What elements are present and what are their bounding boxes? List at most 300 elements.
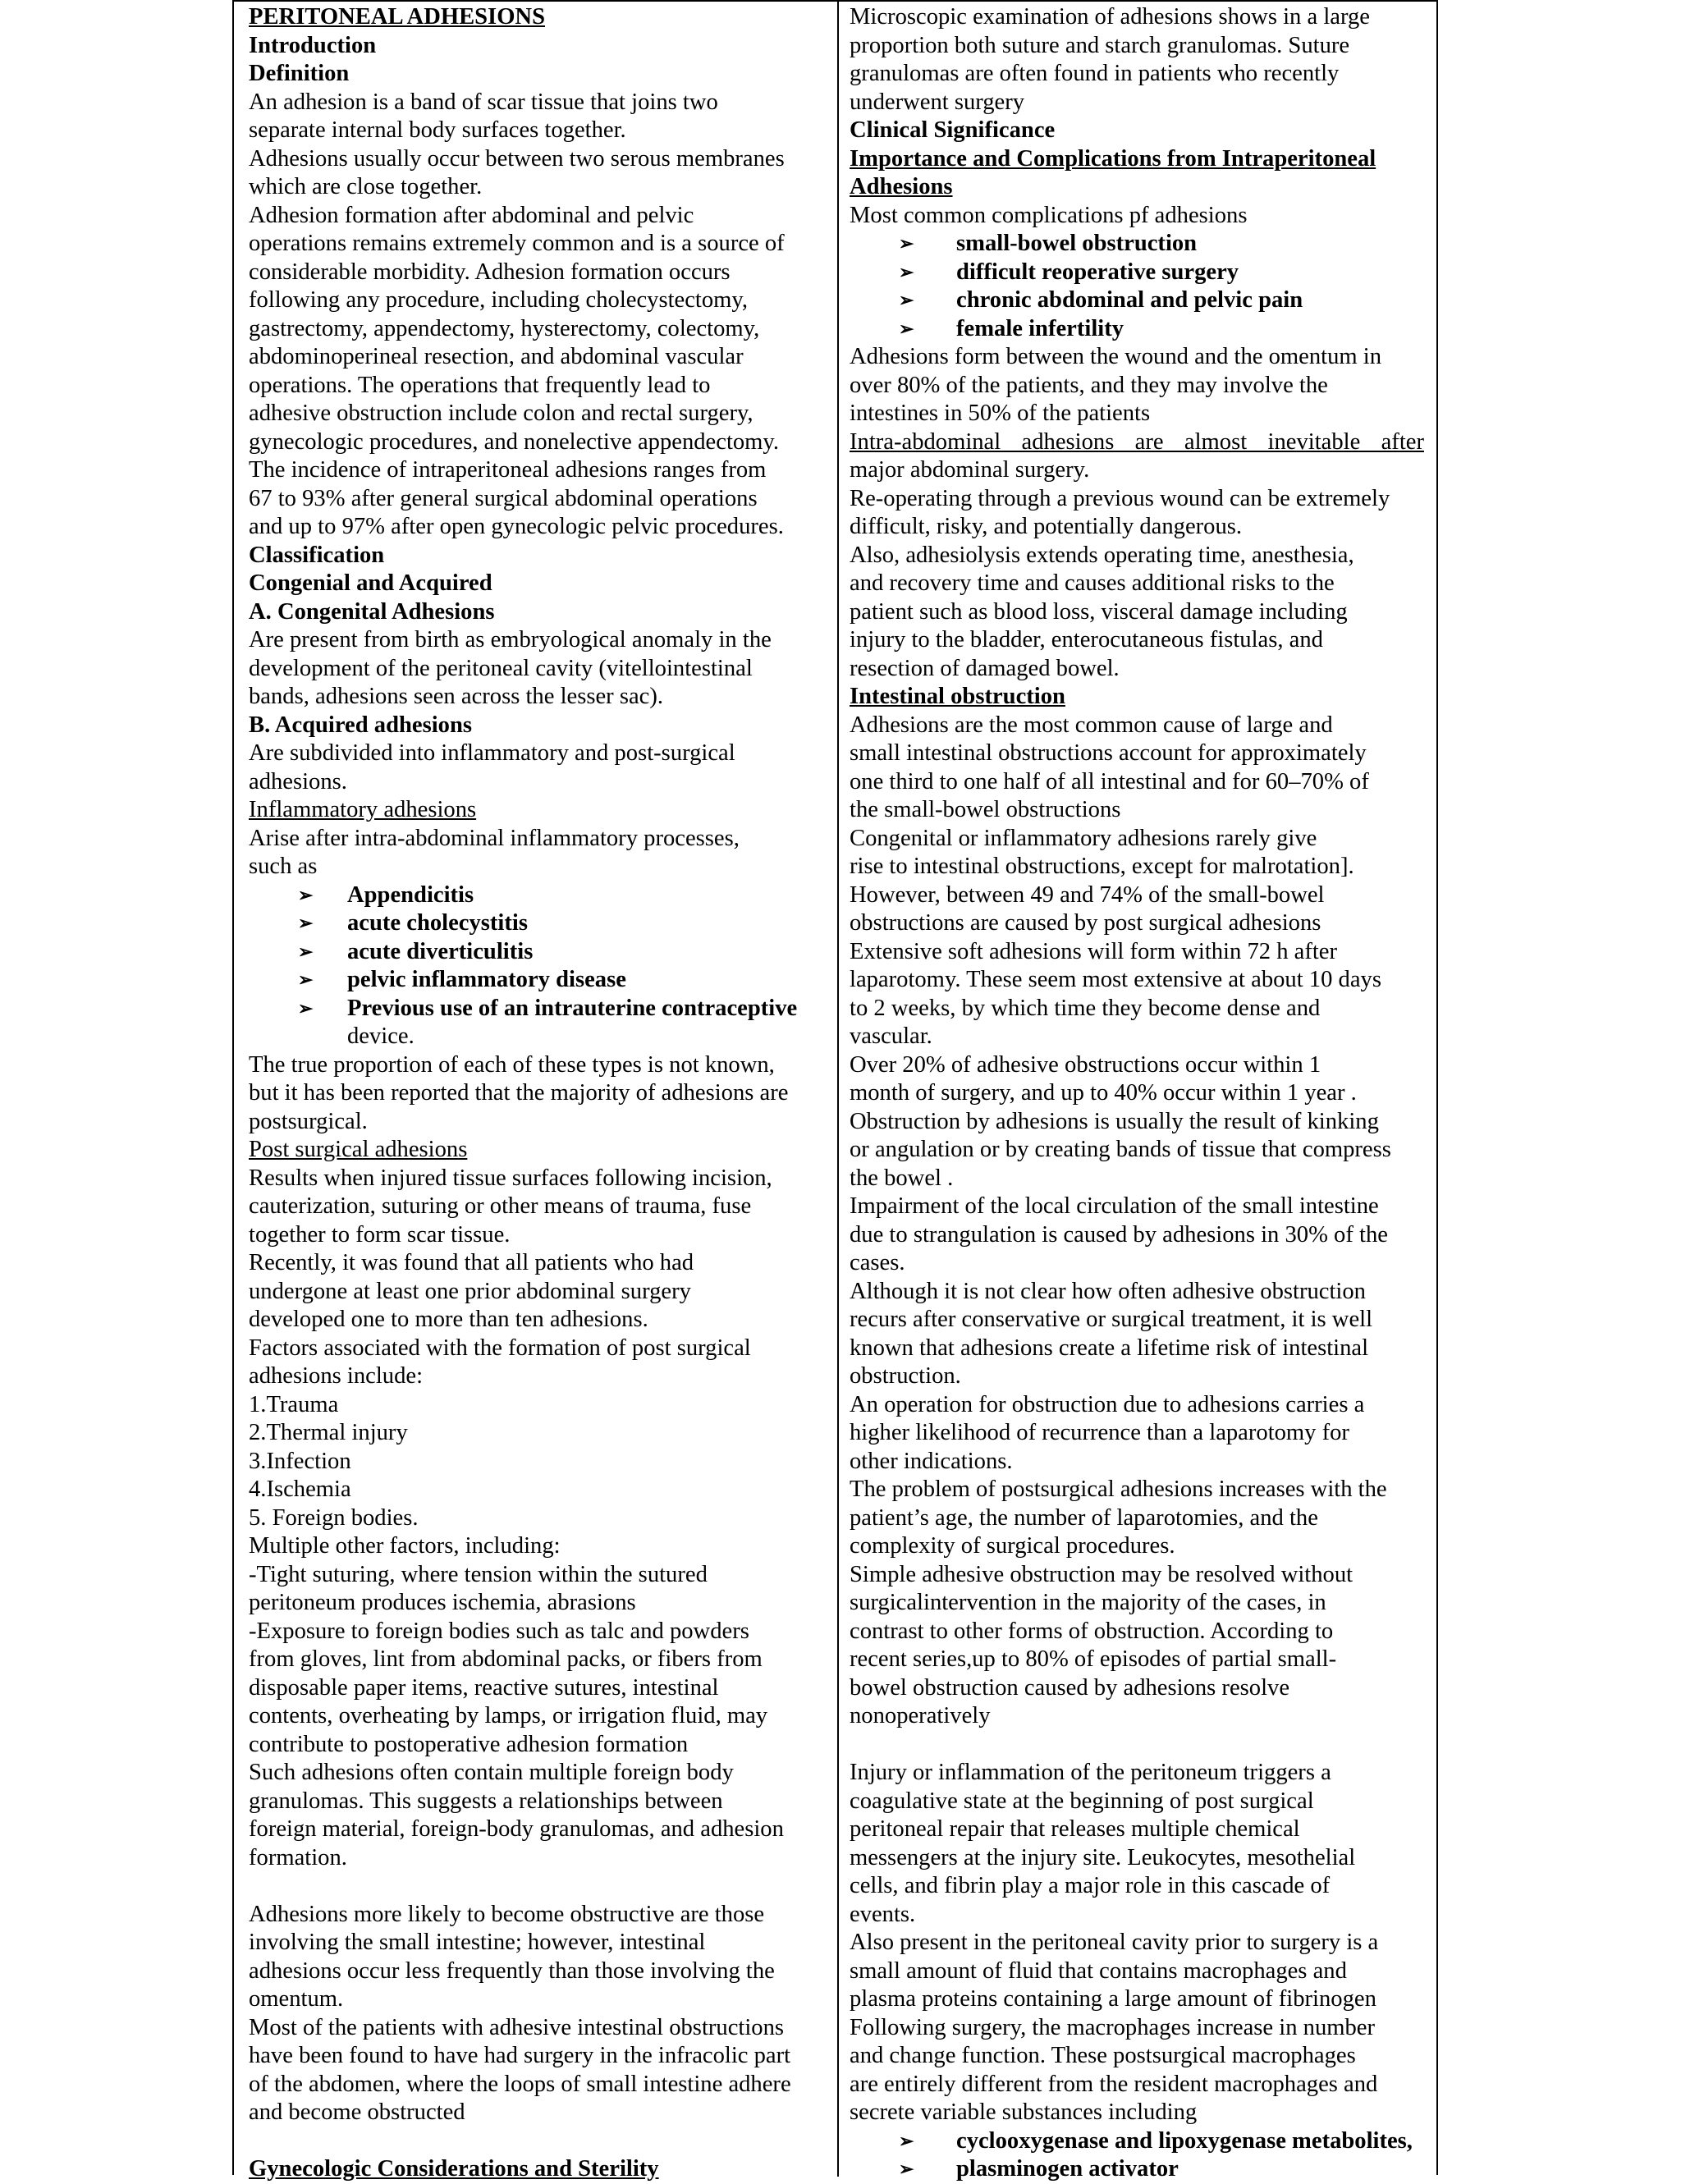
line-text: small-bowel obstruction (956, 231, 1198, 256)
line-text: Most of the patients with adhesive intestinal obstructions (249, 2014, 785, 2040)
line-text: PERITONEAL ADHESIONS (249, 4, 545, 30)
line-text: cyclooxygenase and lipoxygenase metabolites, (956, 2127, 1413, 2154)
line-text: adhesive obstruction include colon and rectal surgery, (249, 401, 753, 426)
line-text: separate internal body surfaces together. (249, 117, 626, 143)
line-text: obstructions are caused by post surgical adhesions (850, 910, 1321, 936)
text-line (249, 400, 823, 428)
line-text: laparotomy. These seem most extensive at about 10 days (850, 967, 1381, 992)
left-column (249, 3, 823, 2184)
text-line (249, 1079, 823, 1108)
line-text: together to form scar tissue. (249, 1221, 511, 1248)
line-text: cases. (850, 1250, 905, 1275)
bullet-continuation (249, 1023, 823, 1051)
text-line (850, 570, 1424, 598)
section-heading (249, 3, 823, 32)
line-text: Intestinal obstruction (850, 684, 1065, 709)
line-text: female infertility (956, 315, 1124, 341)
line-text: Definition (249, 61, 350, 86)
line-text: rise to intestinal obstructions, except for malrotation]. (850, 854, 1354, 879)
line-text: complexity of surgical procedures. (850, 1533, 1175, 1559)
text-line (850, 1759, 1424, 1788)
text-line (850, 1335, 1424, 1363)
text-line (249, 1985, 823, 2014)
line-text: from gloves, lint from abdominal packs, or fibers from (249, 1646, 763, 1672)
line-text: Adhesions usually occur between two serous membranes (249, 145, 785, 172)
text-line (249, 259, 823, 287)
text-line (249, 768, 823, 797)
arrow-bullet-icon: ➢ (899, 233, 914, 254)
text-line (850, 909, 1424, 938)
line-text: Classification (249, 542, 385, 568)
text-line (249, 1901, 823, 1930)
line-text: messengers at the injury site. Leukocytes, mesothelial (850, 1844, 1356, 1870)
section-heading (850, 117, 1424, 145)
line-text: small intestinal obstructions account for approximately (850, 740, 1367, 766)
text-line (850, 739, 1424, 768)
line-text: Gynecologic Considerations and Sterility (249, 2156, 659, 2182)
line-text: gynecologic procedures, and nonelective appendectomy. (249, 428, 780, 455)
text-line (850, 825, 1424, 854)
text-line (850, 513, 1424, 542)
line-text: postsurgical. (249, 1108, 368, 1134)
bullet-item (249, 995, 823, 1023)
section-heading (249, 60, 823, 89)
text-line (249, 1051, 823, 1080)
line-text: major abdominal surgery. (850, 457, 1090, 483)
line-text: -Tight suturing, where tension within the sutured (249, 1561, 708, 1587)
line-text: Results when injured tissue surfaces following incision, (249, 1165, 772, 1191)
text-line (850, 400, 1424, 428)
line-text: and change function. These postsurgical macrophages (850, 2043, 1356, 2068)
line-text: Also, adhesiolysis extends operating time, anesthesia, (850, 542, 1354, 568)
text-line (850, 372, 1424, 401)
line-text: operations. The operations that frequently lead to (249, 372, 711, 398)
line-text: Importance and Complications from Intraperitoneal (850, 145, 1376, 172)
line-text: Adhesions (850, 174, 953, 199)
text-line (850, 3, 1424, 32)
bullet-item (249, 938, 823, 967)
text-line (850, 1532, 1424, 1561)
text-line (850, 428, 1424, 457)
line-text: of the abdomen, where the loops of small intestine adhere (249, 2071, 791, 2097)
text-line (850, 1362, 1424, 1391)
line-text: and up to 97% after open gynecologic pelvic procedures. (249, 514, 784, 539)
line-text: the small-bowel obstructions (850, 797, 1121, 822)
text-line (850, 1985, 1424, 2014)
text-line (850, 2099, 1424, 2127)
text-line (249, 1391, 823, 1420)
line-text: proportion both suture and starch granulomas. Suture (850, 32, 1350, 58)
text-line (850, 32, 1424, 61)
arrow-bullet-icon: ➢ (298, 913, 314, 933)
text-line (850, 1561, 1424, 1590)
text-line (850, 598, 1424, 627)
text-line (850, 1165, 1424, 1193)
line-text: contrast to other forms of obstruction. According to (850, 1618, 1334, 1644)
line-text: difficult reoperative surgery (956, 259, 1239, 285)
line-text: Adhesions are the most common cause of large and (850, 712, 1333, 738)
line-text: operations remains extremely common and is a source of (249, 231, 785, 256)
line-text: to 2 weeks, by which time they become dense and (850, 995, 1321, 1021)
line-text: plasminogen activator (956, 2156, 1179, 2182)
line-text: and recovery time and causes additional risks to the (850, 570, 1335, 596)
text-line (249, 683, 823, 712)
text-line (850, 1306, 1424, 1335)
line-text: cauterization, suturing or other means of trauma, fuse (249, 1193, 752, 1219)
bullet-item (850, 286, 1424, 315)
line-text: Congenital or inflammatory adhesions rarely give (850, 825, 1317, 851)
line-text: injury to the bladder, enterocutaneous fistulas, and (850, 627, 1323, 652)
section-heading (249, 712, 823, 740)
line-text: have been found to have had surgery in the infracolic part (249, 2043, 791, 2068)
text-line (249, 1419, 823, 1448)
text-line (850, 768, 1424, 797)
line-text: Multiple other factors, including: (249, 1533, 561, 1559)
text-line (249, 117, 823, 145)
line-text: other indications. (850, 1448, 1013, 1474)
line-text: adhesions occur less frequently than those involving the (249, 1957, 775, 1984)
text-line (249, 825, 823, 854)
text-line (850, 343, 1424, 372)
text-line (850, 853, 1424, 881)
line-text: An operation for obstruction due to adhesions carries a (850, 1391, 1365, 1417)
text-line (249, 1929, 823, 1957)
line-text: adhesions. (249, 768, 347, 794)
text-line (850, 1929, 1424, 1957)
text-line (850, 881, 1424, 910)
line-text: Introduction (249, 32, 377, 58)
text-line (850, 456, 1424, 485)
line-text: 3.Infection (249, 1448, 351, 1474)
line-text: developed one to more than ten adhesions. (249, 1307, 648, 1332)
text-line (249, 89, 823, 117)
arrow-bullet-icon: ➢ (899, 2130, 914, 2151)
text-line (249, 1618, 823, 1646)
line-text: intestines in 50% of the patients (850, 401, 1151, 426)
text-line (249, 230, 823, 259)
text-line (249, 1702, 823, 1731)
arrow-bullet-icon: ➢ (298, 941, 314, 962)
text-line (850, 1788, 1424, 1816)
text-line (249, 1646, 823, 1674)
line-text: Following surgery, the macrophages increase in number (850, 2014, 1376, 2040)
line-text: surgicalintervention in the majority of the cases, in (850, 1590, 1326, 1615)
arrow-bullet-icon: ➢ (899, 318, 914, 339)
text-line (850, 1815, 1424, 1844)
text-line (850, 2071, 1424, 2099)
text-line (850, 1108, 1424, 1137)
text-line (850, 1872, 1424, 1901)
text-line (249, 1759, 823, 1788)
line-text: Recently, it was found that all patients who had (249, 1250, 694, 1275)
line-text: Over 20% of adhesive obstructions occur within 1 (850, 1051, 1321, 1078)
line-text: An adhesion is a band of scar tissue that joins two (249, 89, 718, 115)
text-line (249, 1731, 823, 1760)
line-text: Appendicitis (347, 881, 474, 908)
text-line (249, 1476, 823, 1504)
text-line (249, 1362, 823, 1391)
line-text: acute diverticulitis (347, 938, 534, 964)
text-line (850, 1051, 1424, 1080)
line-text: and become obstructed (249, 2099, 465, 2125)
line-text: Post surgical adhesions (249, 1137, 468, 1162)
text-line (850, 1419, 1424, 1448)
text-line (850, 1957, 1424, 1986)
text-line (850, 655, 1424, 684)
text-line (850, 542, 1424, 570)
text-line (850, 1448, 1424, 1477)
text-line (249, 1957, 823, 1986)
text-line (850, 202, 1424, 231)
bullet-item (249, 966, 823, 995)
line-text: nonoperatively (850, 1703, 991, 1728)
line-text: or angulation or by creating bands of tissue that compress (850, 1137, 1391, 1162)
line-text: difficult, risky, and potentially dangerous. (850, 514, 1243, 539)
section-heading (850, 173, 1424, 202)
text-line (249, 2014, 823, 2043)
line-text: Extensive soft adhesions will form within 72 h after (850, 938, 1338, 964)
line-text: chronic abdominal and pelvic pain (956, 287, 1303, 313)
text-line (249, 1165, 823, 1193)
text-line (249, 626, 823, 655)
text-line (850, 796, 1424, 825)
section-heading (249, 32, 823, 61)
line-text: The true proportion of each of these types is not known, (249, 1051, 775, 1078)
line-text: Also present in the peritoneal cavity prior to surgery is a (850, 1930, 1379, 1955)
line-text: pelvic inflammatory disease (347, 967, 626, 992)
line-text: Most common complications pf adhesions (850, 202, 1248, 228)
section-heading (850, 683, 1424, 712)
line-text: are entirely different from the resident macrophages and (850, 2071, 1378, 2097)
line-text: recurs after conservative or surgical treatment, it is well (850, 1307, 1373, 1332)
text-line (249, 1193, 823, 1221)
text-line (850, 1249, 1424, 1278)
text-line (850, 1618, 1424, 1646)
text-line (850, 712, 1424, 740)
text-line (850, 2014, 1424, 2043)
line-text: known that adhesions create a lifetime risk of intestinal (850, 1335, 1369, 1361)
text-line (249, 173, 823, 202)
line-text: 4.Ischemia (249, 1477, 351, 1502)
line-text: secrete variable substances including (850, 2099, 1198, 2125)
line-text: which are close together. (249, 174, 483, 199)
text-line (249, 1674, 823, 1703)
line-text: Arise after intra-abdominal inflammatory processes, (249, 825, 740, 851)
blank-line (850, 1731, 1424, 1760)
text-line (249, 1306, 823, 1335)
subsection-heading (249, 1136, 823, 1165)
text-line (249, 343, 823, 372)
line-text: Factors associated with the formation of post surgical (249, 1335, 751, 1361)
text-line (850, 1702, 1424, 1731)
line-text: month of surgery, and up to 40% occur within 1 year . (850, 1080, 1357, 1106)
arrow-bullet-icon: ➢ (899, 290, 914, 310)
line-text: Simple adhesive obstruction may be resolved without (850, 1561, 1354, 1587)
text-line (249, 2042, 823, 2071)
text-line (850, 1193, 1424, 1221)
line-text: 5. Foreign bodies. (249, 1504, 419, 1531)
line-text: due to strangulation is caused by adhesions in 30% of the (850, 1221, 1388, 1248)
line-text: gastrectomy, appendectomy, hysterectomy, colectomy, (249, 315, 760, 341)
text-line (850, 966, 1424, 995)
bullet-item (850, 230, 1424, 259)
line-text: bands, adhesions seen across the lesser sac). (249, 684, 663, 709)
line-text: one third to one half of all intestinal and for 60–70% of (850, 768, 1369, 794)
blank-line (249, 2127, 823, 2156)
text-line (249, 315, 823, 344)
text-line (249, 1221, 823, 1250)
text-line (850, 626, 1424, 655)
text-line (850, 60, 1424, 89)
text-line (249, 428, 823, 457)
bullet-item (850, 315, 1424, 344)
line-text: over 80% of the patients, and they may involve the (850, 372, 1328, 398)
line-text: -Exposure to foreign bodies such as talc and powders (249, 1618, 749, 1644)
line-text: 67 to 93% after general surgical abdominal operations (249, 485, 758, 511)
line-text: Such adhesions often contain multiple foreign body (249, 1760, 734, 1785)
text-line (850, 1023, 1424, 1051)
line-text: peritoneum produces ischemia, abrasions (249, 1590, 636, 1615)
line-text: obstruction. (850, 1363, 961, 1389)
subsection-heading (249, 796, 823, 825)
line-text: 2.Thermal injury (249, 1420, 408, 1445)
line-text: Adhesion formation after abdominal and pelvic (249, 202, 694, 228)
line-text: disposable paper items, reactive sutures, intestinal (249, 1674, 719, 1701)
line-text: development of the peritoneal cavity (vitellointestinal (249, 655, 753, 681)
line-text: Intra-abdominal adhesions are almost inevitable after (850, 428, 1424, 455)
section-heading (249, 2155, 823, 2184)
line-text: formation. (249, 1844, 347, 1870)
line-text: resection of damaged bowel. (850, 655, 1120, 681)
line-text: Impairment of the local circulation of the small intestine (850, 1193, 1379, 1219)
text-line (850, 1278, 1424, 1307)
line-text: involving the small intestine; however, intestinal (249, 1930, 706, 1955)
line-text: However, between 49 and 74% of the small-bowel (850, 881, 1325, 908)
line-text: Re-operating through a previous wound can be extremely (850, 485, 1390, 511)
line-text: patient such as blood loss, visceral damage including (850, 598, 1348, 625)
text-line (249, 739, 823, 768)
line-text: A. Congenital Adhesions (249, 598, 495, 625)
line-text: undergone at least one prior abdominal surgery (249, 1278, 691, 1304)
text-line (249, 513, 823, 542)
line-text: Are subdivided into inflammatory and post-surgical (249, 740, 735, 766)
text-line (850, 1646, 1424, 1674)
line-text: small amount of fluid that contains macrophages and (850, 1957, 1347, 1984)
line-text: plasma proteins containing a large amount of fibrinogen (850, 1986, 1376, 2012)
line-text: patient’s age, the number of laparotomies, and the (850, 1504, 1318, 1531)
text-line (249, 1788, 823, 1816)
text-line (850, 1674, 1424, 1703)
line-text: Injury or inflammation of the peritoneum triggers a (850, 1760, 1331, 1785)
text-line (249, 1589, 823, 1618)
section-heading (249, 570, 823, 598)
line-text: Are present from birth as embryological anomaly in the (249, 627, 772, 652)
line-text: peritoneal repair that releases multiple chemical (850, 1816, 1300, 1842)
line-text: the bowel . (850, 1165, 954, 1191)
text-line (850, 2042, 1424, 2071)
arrow-bullet-icon: ➢ (298, 884, 314, 905)
text-line (850, 1221, 1424, 1250)
line-text: vascular. (850, 1023, 932, 1049)
line-text: 1.Trauma (249, 1391, 339, 1417)
text-line (850, 995, 1424, 1023)
right-column (850, 3, 1424, 2184)
line-text: Microscopic examination of adhesions shows in a large (850, 4, 1370, 30)
line-text: abdominoperineal resection, and abdominal vascular (249, 344, 744, 369)
line-text: considerable morbidity. Adhesion formation occurs (249, 259, 731, 285)
text-line (850, 1391, 1424, 1420)
bullet-item (850, 2127, 1424, 2156)
text-line (249, 1448, 823, 1477)
line-text: Adhesions more likely to become obstructive are those (249, 1901, 765, 1927)
text-line (249, 485, 823, 514)
bullet-item (249, 909, 823, 938)
line-text: granulomas. This suggests a relationships between (249, 1788, 723, 1814)
arrow-bullet-icon: ➢ (298, 969, 314, 990)
line-text: Although it is not clear how often adhesive obstruction (850, 1278, 1366, 1304)
section-heading (249, 542, 823, 570)
bullet-item (249, 881, 823, 910)
line-text: but it has been reported that the majority of adhesions are (249, 1080, 789, 1106)
text-line (249, 1335, 823, 1363)
line-text: following any procedure, including cholecystectomy, (249, 287, 748, 313)
line-text: Obstruction by adhesions is usually the result of kinking (850, 1108, 1379, 1134)
line-text: omentum. (249, 1986, 344, 2012)
text-line (249, 1532, 823, 1561)
line-text: recent series,up to 80% of episodes of partial small- (850, 1646, 1337, 1672)
blank-line (249, 1872, 823, 1901)
text-line (249, 1561, 823, 1590)
text-line (249, 456, 823, 485)
text-line (249, 1108, 823, 1137)
line-text: acute cholecystitis (347, 910, 528, 936)
text-line (249, 1249, 823, 1278)
section-heading (249, 598, 823, 627)
text-line (850, 1079, 1424, 1108)
line-text: contribute to postoperative adhesion formation (249, 1731, 689, 1757)
text-line (850, 1844, 1424, 1873)
text-line (249, 655, 823, 684)
line-text: B. Acquired adhesions (249, 712, 472, 738)
text-line (850, 1476, 1424, 1504)
text-line (249, 145, 823, 174)
line-text: such as (249, 854, 318, 879)
text-line (249, 853, 823, 881)
text-line (249, 1278, 823, 1307)
line-text: bowel obstruction caused by adhesions resolve (850, 1674, 1290, 1701)
arrow-bullet-icon: ➢ (899, 261, 914, 282)
text-line (249, 1815, 823, 1844)
line-text: adhesions include: (249, 1363, 424, 1389)
text-line (249, 286, 823, 315)
document-table (232, 0, 1438, 2182)
text-line (850, 485, 1424, 514)
text-line (850, 1901, 1424, 1930)
text-line (249, 2071, 823, 2099)
line-text: events. (850, 1901, 916, 1927)
text-line (850, 1136, 1424, 1165)
line-text: The incidence of intraperitoneal adhesions ranges from (249, 457, 767, 483)
line-text: granulomas are often found in patients who recently (850, 61, 1340, 86)
section-heading (850, 145, 1424, 174)
line-text: cells, and fibrin play a major role in this cascade of (850, 1873, 1331, 1898)
line-text: Adhesions form between the wound and the omentum in (850, 344, 1381, 369)
arrow-bullet-icon: ➢ (899, 2159, 914, 2179)
text-line (249, 372, 823, 401)
text-line (850, 1504, 1424, 1533)
line-text: device. (347, 1023, 415, 1049)
text-line (249, 202, 823, 231)
